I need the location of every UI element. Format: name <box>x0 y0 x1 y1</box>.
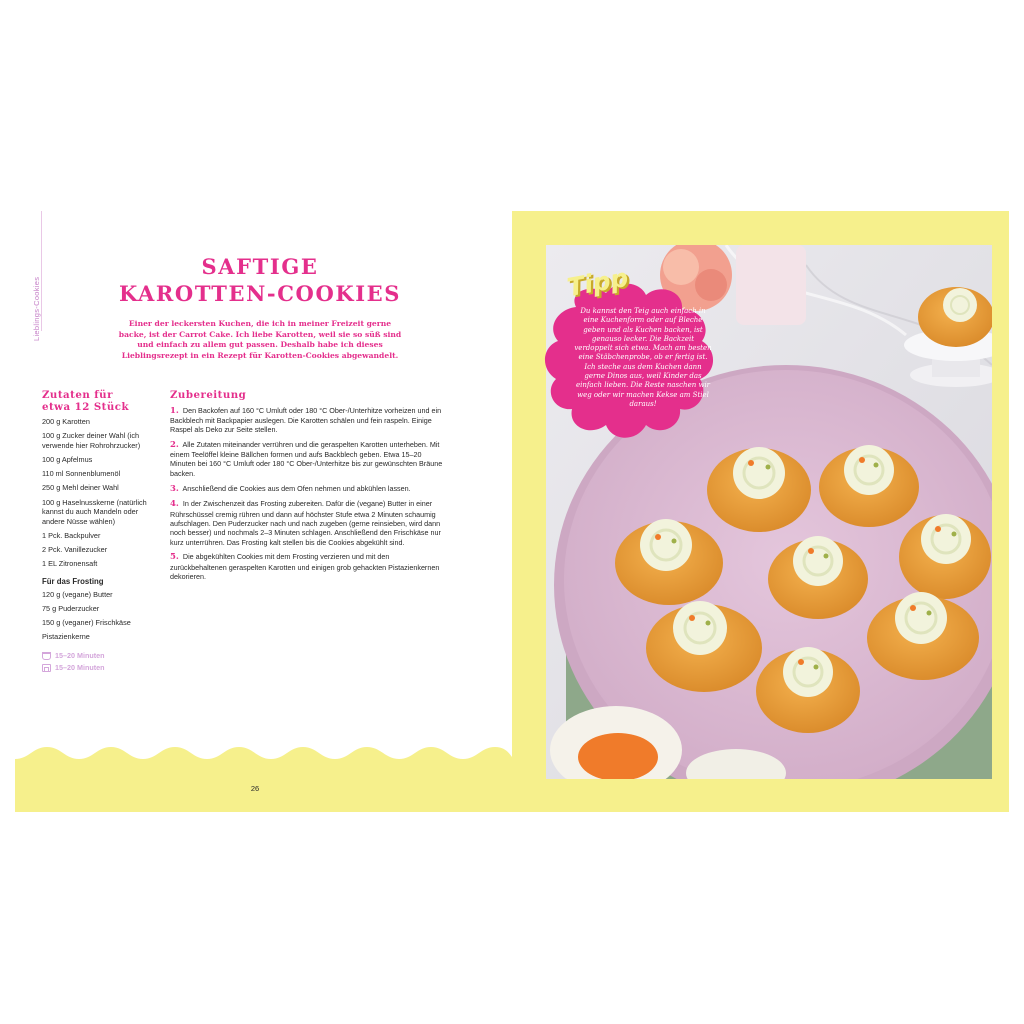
prep-time-value: 15–20 Minuten <box>55 651 105 661</box>
right-page <box>512 211 1009 812</box>
ingredient-item: 1 Pck. Backpulver <box>42 530 101 540</box>
left-page <box>15 211 512 812</box>
method-steps <box>170 406 445 582</box>
book-spread <box>15 211 1009 812</box>
recipe-title <box>100 253 420 307</box>
cooking-pot-icon <box>42 652 51 660</box>
step-text: Alle Zutaten miteinander verrühren und die geraspelten Karotten unterheben. Mit einem Teelöffel kleine Bällchen formen und aufs Backblech geben. Etwa 15–20 Minuten bei 160 °C Umluft oder 180 °C Ober-/Unterhitze bis zur gewünschten Bräune backen. <box>170 439 443 478</box>
frosting-item: 75 g Puderzucker <box>42 604 100 614</box>
recipe-intro: Einer der leckersten Kuchen, die ich in meiner Freizeit gerne backe, ist der Carrot Cake. Ich liebe Karotten, weil sie so süß sind und einfach zu allem gut passen. Deshalb habe ich dieses Lieblingsrezept in ein Rezept für Karotten-Cookies abgewandelt. <box>118 319 402 360</box>
method-step <box>170 440 445 478</box>
frosting-heading: Für das Frosting <box>42 576 104 586</box>
frosting-item: Pistazienkerne <box>42 632 90 642</box>
ingredient-item: 100 g Zucker deiner Wahl (ich verwende hier Rohrohrzucker) <box>42 431 141 450</box>
method-step <box>170 552 445 581</box>
step-text: Den Backofen auf 160 °C Umluft oder 180 °C Ober-/Unterhitze vorheizen und ein Backblech mit Backpapier auslegen. Die Karotten schälen und fein raspeln. Einige Raspel als Deko zur Seite stellen. <box>170 405 442 435</box>
page-number: 26 <box>250 784 260 793</box>
frosting-item: 150 g (veganer) Frischkäse <box>42 618 131 628</box>
prep-time <box>42 650 154 662</box>
step-number: 3. <box>170 483 179 494</box>
ingredient-item: 110 ml Sonnenblumenöl <box>42 469 121 479</box>
ingredients-heading <box>42 390 154 413</box>
step-number: 2. <box>170 439 179 450</box>
method-step <box>170 406 445 435</box>
step-number: 5. <box>170 552 179 563</box>
frosting-list <box>42 590 154 642</box>
oven-icon <box>42 664 51 672</box>
recipe-title-line-2: KAROTTEN-COOKIES <box>118 281 401 306</box>
ingredients-heading-line-1: Zutaten für <box>42 389 113 401</box>
time-info <box>42 650 154 674</box>
ingredients-heading-line-2: etwa 12 Stück <box>42 400 130 413</box>
method-column <box>170 390 445 587</box>
ingredient-item: 2 Pck. Vanillezucker <box>42 545 108 555</box>
ingredient-item: 100 g Apfelmus <box>42 454 93 464</box>
method-step <box>170 484 445 494</box>
method-step <box>170 499 445 546</box>
ingredient-item: 100 g Haselnusskerne (natürlich kannst du auch Mandeln oder andere Nüsse wählen) <box>42 497 147 526</box>
ingredient-item: 1 EL Zitronensaft <box>42 559 98 569</box>
ingredient-item: 250 g Mehl deiner Wahl <box>42 483 119 493</box>
ingredient-item: 200 g Karotten <box>42 417 90 426</box>
recipe-title-line-1: SAFTIGE <box>201 254 319 279</box>
tip-label: Tipp <box>564 262 631 303</box>
tip-bubble <box>536 261 722 461</box>
wave-border <box>15 731 512 812</box>
step-number: 1. <box>170 405 179 416</box>
step-text: In der Zwischenzeit das Frosting zubereiten. Dafür die (vegane) Butter in einer Rührschüssel cremig rühren und dann auf höchster Stufe etwa 2 Minuten schaumig aufschlagen. Den Puderzucker nach und nach zugeben (gerne reinsieben, wird dann noch besser) und nochmals 2–3 Minuten schlagen. Anschließend den Frischkäse nur kurz unterrühren. Das Frosting kalt stellen bis die Cookies abgekühlt sind. <box>170 499 441 547</box>
step-number: 4. <box>170 499 179 510</box>
bake-time <box>42 662 154 674</box>
tip-text: Du kannst den Teig auch einfach in eine Kuchenform oder auf Bleche geben und als Kuchen backen, ist genauso lecker. Die Backzeit verdoppelt sich etwa. Mach am besten eine Stäbchenprobe, ob er fertig ist. Ich steche aus dem Kuchen dann gerne Dinos aus, weil Kinder das einfach lieben. Die Reste naschen wir weg oder wir machen Kekse am Stiel daraus! <box>574 307 712 408</box>
frosting-item: 120 g (vegane) Butter <box>42 589 113 599</box>
step-text: Anschließend die Cookies aus dem Ofen nehmen und abkühlen lassen. <box>182 483 411 493</box>
method-heading: Zubereitung <box>170 389 247 401</box>
bake-time-value: 15–20 Minuten <box>55 663 105 673</box>
ingredient-list <box>42 417 154 569</box>
ingredients-column <box>42 390 154 674</box>
step-text: Die abgekühlten Cookies mit dem Frosting verzieren und mit den zurückbehaltenen geraspelten Karotten und einigen grob gehackten Pistazienkernen dekorieren. <box>170 552 440 581</box>
chapter-label: Lieblings-Cookies <box>32 276 41 341</box>
